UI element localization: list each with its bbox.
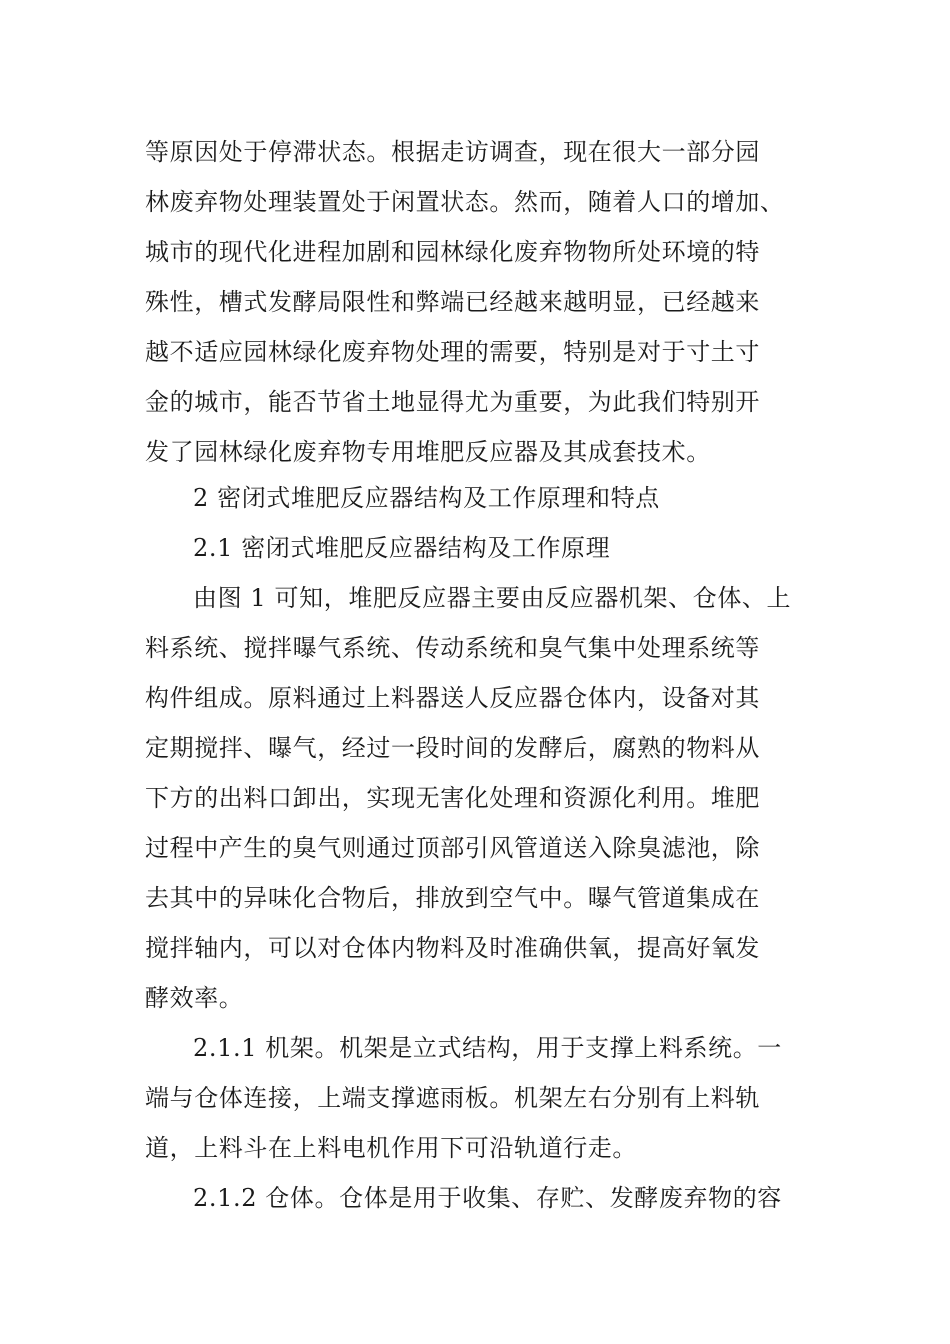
body-text-line: 构件组成。原料通过上料器送人反应器仓体内，设备对其 (145, 684, 760, 712)
body-text-line: 酵效率。 (145, 984, 244, 1012)
body-text-line: 越不适应园林绿化废弃物处理的需要，特别是对于寸土寸 (145, 338, 760, 366)
subsection-heading: 2.1 密闭式堆肥反应器结构及工作原理 (193, 534, 611, 562)
body-text-line: 发了园林绿化废弃物专用堆肥反应器及其成套技术。 (145, 438, 711, 466)
body-text-line: 城市的现代化进程加剧和园林绿化废弃物物所处环境的特 (145, 238, 760, 266)
paragraph-first-line: 由图 1 可知，堆肥反应器主要由反应器机架、仓体、上 (193, 584, 792, 612)
body-text-line: 定期搅拌、曝气，经过一段时间的发酵后，腐熟的物料从 (145, 734, 760, 762)
body-text-line: 殊性，槽式发酵局限性和弊端已经越来越明显，已经越来 (145, 288, 760, 316)
body-text-line: 搅拌轴内，可以对仓体内物料及时准确供氧，提高好氧发 (145, 934, 760, 962)
body-text-line: 林废弃物处理装置处于闲置状态。然而，随着人口的增加、 (145, 188, 785, 216)
body-text-line: 等原因处于停滞状态。根据走访调查，现在很大一部分园 (145, 138, 760, 166)
paragraph-first-line: 2.1.2 仓体。仓体是用于收集、存贮、发酵废弃物的容 (193, 1184, 782, 1212)
body-text-line: 下方的出料口卸出，实现无害化处理和资源化利用。堆肥 (145, 784, 760, 812)
body-text-line: 道，上料斗在上料电机作用下可沿轨道行走。 (145, 1134, 637, 1162)
paragraph-first-line: 2.1.1 机架。机架是立式结构，用于支撑上料系统。一 (193, 1034, 782, 1062)
body-text-line: 去其中的异味化合物后，排放到空气中。曝气管道集成在 (145, 884, 760, 912)
body-text-line: 过程中产生的臭气则通过顶部引风管道送入除臭滤池，除 (145, 834, 760, 862)
body-text-line: 端与仓体连接，上端支撑遮雨板。机架左右分别有上料轨 (145, 1084, 760, 1112)
section-heading: 2 密闭式堆肥反应器结构及工作原理和特点 (193, 484, 660, 512)
body-text-line: 金的城市，能否节省土地显得尤为重要，为此我们特别开 (145, 388, 760, 416)
body-text-line: 料系统、搅拌曝气系统、传动系统和臭气集中处理系统等 (145, 634, 760, 662)
